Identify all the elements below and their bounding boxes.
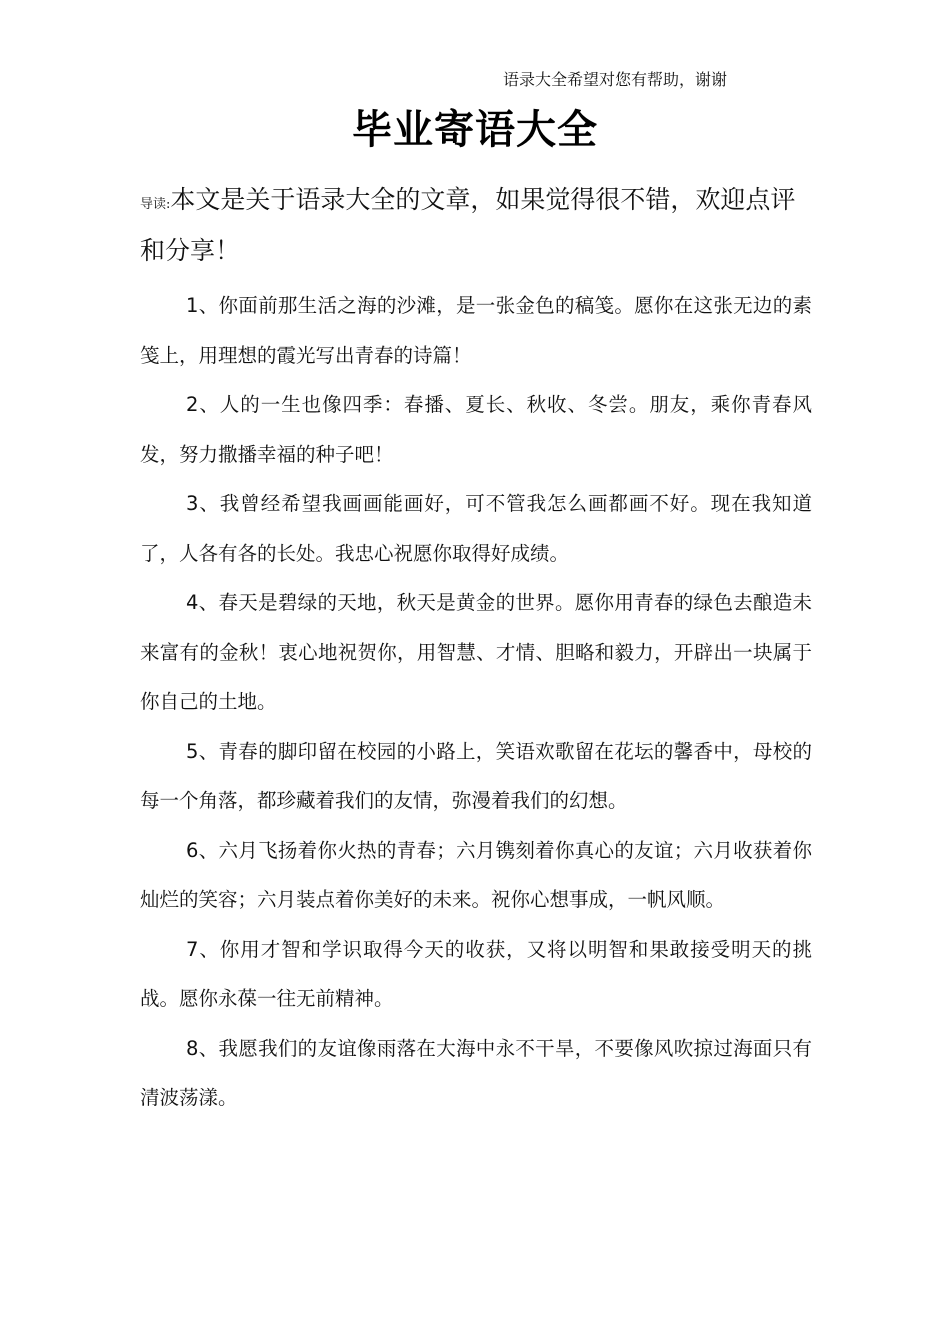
paragraph-7: 7、你用才智和学识取得今天的收获，又将以明智和果敢接受明天的挑战。愿你永葆一往无前精神。 — [140, 937, 812, 1010]
paragraph-8: 8、我愿我们的友谊像雨落在大海中永不干旱，不要像风吹掠过海面只有清波荡漾。 — [140, 1036, 812, 1109]
paragraph-3: 3、我曾经希望我画画能画好，可不管我怎么画都画不好。现在我知道了，人各有各的长处。我忠心祝愿你取得好成绩。 — [140, 492, 812, 565]
body-text — [140, 281, 812, 1123]
header-note: 语录大全希望对您有帮助，谢谢 — [503, 70, 728, 89]
paragraph-1: 1、你面前那生活之海的沙滩，是一张金色的稿笺。愿你在这张无边的素笺上，用理想的霞光写出青春的诗篇！ — [140, 294, 812, 367]
paragraph-2: 2、人的一生也像四季：春播、夏长、秋收、冬尝。朋友，乘你青春风发，努力撒播幸福的种子吧！ — [140, 393, 812, 466]
paragraph-5: 5、青春的脚印留在校园的小路上，笑语欢歌留在花坛的馨香中，母校的每一个角落，都珍藏着我们的友情，弥漫着我们的幻想。 — [140, 739, 812, 812]
paragraph-6: 6、六月飞扬着你火热的青春；六月镌刻着你真心的友谊；六月收获着你灿烂的笑容；六月装点着你美好的未来。祝你心想事成，一帆风顺。 — [140, 838, 812, 911]
document-title: 毕业寄语大全 — [352, 107, 598, 153]
paragraph-4: 4、春天是碧绿的天地，秋天是黄金的世界。愿你用青春的绿色去酿造未来富有的金秋！衷心地祝贺你，用智慧、才情、胆略和毅力，开辟出一块属于你自己的土地。 — [140, 591, 812, 713]
intro-text: 本文是关于语录大全的文章，如果觉得很不错，欢迎点评和分享！ — [140, 185, 796, 265]
intro-label: 导读: — [140, 197, 171, 212]
intro-paragraph — [140, 177, 812, 274]
